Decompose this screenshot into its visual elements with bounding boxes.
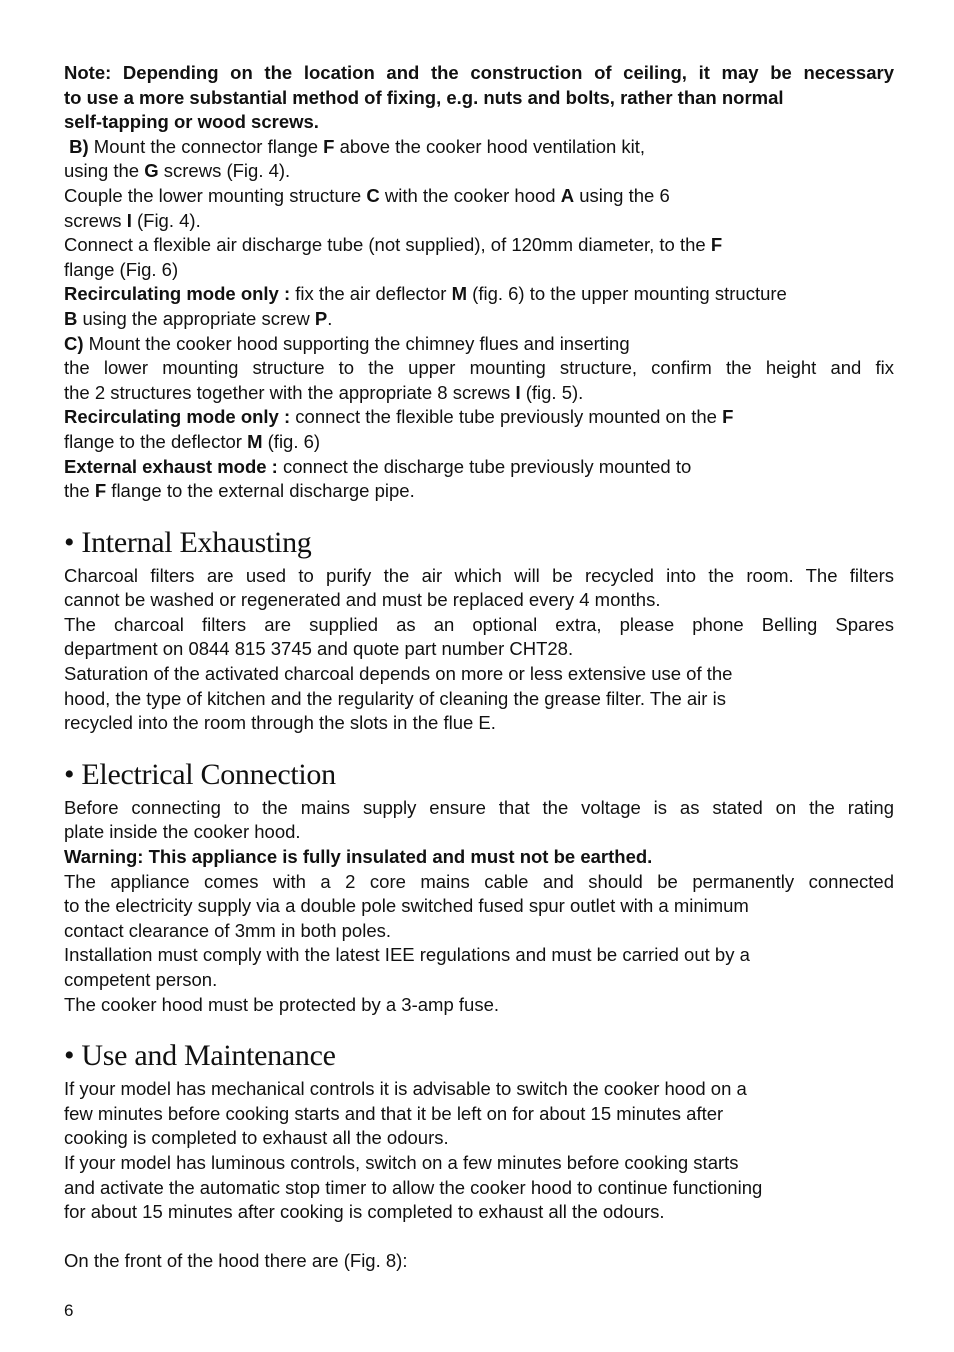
maintenance-line: for about 15 minutes after cooking is completed to exhaust all the odours.: [64, 1201, 665, 1223]
step-b-line-5: [64, 233, 894, 258]
step-b-text: fix the air deflector: [290, 283, 452, 305]
step-b-line-2: [64, 159, 894, 184]
part-letter: G: [144, 160, 159, 182]
electrical-warning: Warning: This appliance is fully insulated and must not be earthed.: [64, 846, 653, 868]
mode-label: External exhaust mode :: [64, 455, 278, 477]
part-letter: F: [323, 135, 335, 157]
step-c-text: flange to the deflector: [64, 430, 248, 452]
maintenance-line: If your model has mechanical controls it is advisable to switch the cooker hood on a: [64, 1078, 747, 1100]
step-c-text: (fig. 5).: [520, 381, 584, 403]
part-letter: B: [64, 307, 78, 329]
step-c-text: connect the flexible tube previously mounted on the: [290, 406, 723, 428]
maintenance-line: and activate the automatic stop timer to allow the cooker hood to continue functioning: [64, 1176, 763, 1198]
step-b-line-3: [64, 184, 894, 209]
maintenance-line: If your model has luminous controls, switch on a few minutes before cooking starts: [64, 1151, 739, 1173]
section-heading-internal-exhausting: • Internal Exhausting: [64, 525, 312, 559]
part-letter: I: [515, 381, 521, 403]
electrical-line: The cooker hood must be protected by a 3-amp fuse.: [64, 993, 499, 1015]
step-c-text: connect the discharge tube previously mounted to: [277, 455, 692, 477]
electrical-line: Installation must comply with the latest IEE regulations and must be carried out by a: [64, 944, 750, 966]
step-c-line-2: the lower mounting structure to the upper mounting structure, confirm the height and fix: [64, 357, 894, 379]
mode-label: Recirculating mode only :: [64, 406, 291, 428]
electrical-line: The appliance comes with a 2 core mains cable and should be permanently connected: [64, 870, 894, 892]
internal-line: cannot be washed or regenerated and must be replaced every 4 months.: [64, 589, 661, 611]
step-b-text: Mount the connector flange: [88, 135, 324, 157]
step-b-label: B): [69, 135, 89, 157]
internal-line: department on 0844 815 3745 and quote part number CHT28.: [64, 638, 574, 660]
electrical-line: Before connecting to the mains supply ensure that the voltage is as stated on the rating: [64, 796, 894, 818]
step-b-text: above the cooker hood ventilation kit,: [334, 135, 646, 157]
step-b-text: .: [327, 307, 333, 329]
step-c-text: the 2 structures together with the appropriate 8 screws: [64, 381, 516, 403]
page-content: [64, 61, 894, 1274]
step-b-line-4: [64, 209, 894, 234]
part-letter: I: [126, 209, 132, 231]
step-b-text: screws (Fig. 4).: [158, 160, 291, 182]
part-letter: F: [722, 406, 734, 428]
part-letter: F: [94, 480, 107, 502]
step-c-line-1: [64, 332, 894, 357]
page-number: 6: [64, 1301, 74, 1320]
step-b-text: (Fig. 4).: [131, 209, 201, 231]
step-c-line-5: [64, 430, 894, 455]
internal-line: recycled into the room through the slots in the flue E.: [64, 712, 496, 734]
step-c-label: C): [64, 332, 84, 354]
maintenance-front-line: On the front of the hood there are (Fig. 8):: [64, 1250, 408, 1272]
internal-line: The charcoal filters are supplied as an optional extra, please phone Belling Spares: [64, 613, 894, 635]
electrical-line: to the electricity supply via a double pole switched fused spur outlet with a minimum: [64, 895, 749, 917]
part-letter: M: [247, 430, 263, 452]
section-heading-electrical-connection: • Electrical Connection: [64, 757, 336, 791]
note-line-2: to use a more substantial method of fixing, e.g. nuts and bolts, rather than normal: [64, 86, 784, 108]
step-c-text: the: [64, 480, 95, 502]
step-c-line-6: [64, 455, 894, 480]
section-heading-use-and-maintenance: • Use and Maintenance: [64, 1039, 336, 1073]
step-b-text: using the 6: [574, 184, 670, 206]
part-letter: P: [314, 307, 328, 329]
maintenance-line: cooking is completed to exhaust all the odours.: [64, 1127, 449, 1149]
note-line-1: Note: Depending on the location and the construction of ceiling, it may be necessary: [64, 62, 894, 83]
electrical-line: contact clearance of 3mm in both poles.: [64, 919, 392, 941]
step-c-line-3: [64, 381, 894, 406]
internal-line: hood, the type of kitchen and the regularity of cleaning the grease filter. The air is: [64, 687, 726, 709]
step-b-text: Couple the lower mounting structure: [64, 184, 367, 206]
part-letter: M: [451, 283, 468, 305]
step-b-text: screws: [64, 209, 127, 231]
maintenance-line: few minutes before cooking starts and that it be left on for about 15 minutes after: [64, 1102, 724, 1124]
part-letter: C: [366, 184, 380, 206]
internal-line: Saturation of the activated charcoal depends on more or less extensive use of the: [64, 663, 733, 685]
electrical-line: competent person.: [64, 969, 218, 990]
step-b-line-1: [64, 135, 894, 160]
step-b-line-7: [64, 282, 894, 307]
part-letter: A: [560, 184, 575, 206]
step-c-text: flange to the external discharge pipe.: [106, 480, 415, 502]
internal-line: Charcoal filters are used to purify the air which will be recycled into the room. The filters: [64, 564, 894, 586]
step-b-text: using the: [64, 160, 145, 182]
mode-label: Recirculating mode only :: [64, 283, 291, 305]
step-b-text: (fig. 6) to the upper mounting structure: [467, 283, 787, 305]
part-letter: F: [710, 234, 723, 256]
step-b-text: with the cooker hood: [379, 184, 561, 206]
electrical-line: plate inside the cooker hood.: [64, 821, 301, 843]
step-c-line-4: [64, 405, 894, 430]
step-c-text: (fig. 6): [262, 430, 321, 452]
step-c-text: Mount the cooker hood supporting the chimney flues and inserting: [83, 332, 630, 354]
step-c-line-7: [64, 479, 894, 504]
note-line-3: self-tapping or wood screws.: [64, 111, 319, 133]
step-b-text: Connect a flexible air discharge tube (not supplied), of 120mm diameter, to the: [64, 234, 711, 256]
step-b-line-6: flange (Fig. 6): [64, 258, 179, 280]
step-b-line-8: [64, 307, 894, 332]
step-b-text: using the appropriate screw: [77, 307, 315, 329]
